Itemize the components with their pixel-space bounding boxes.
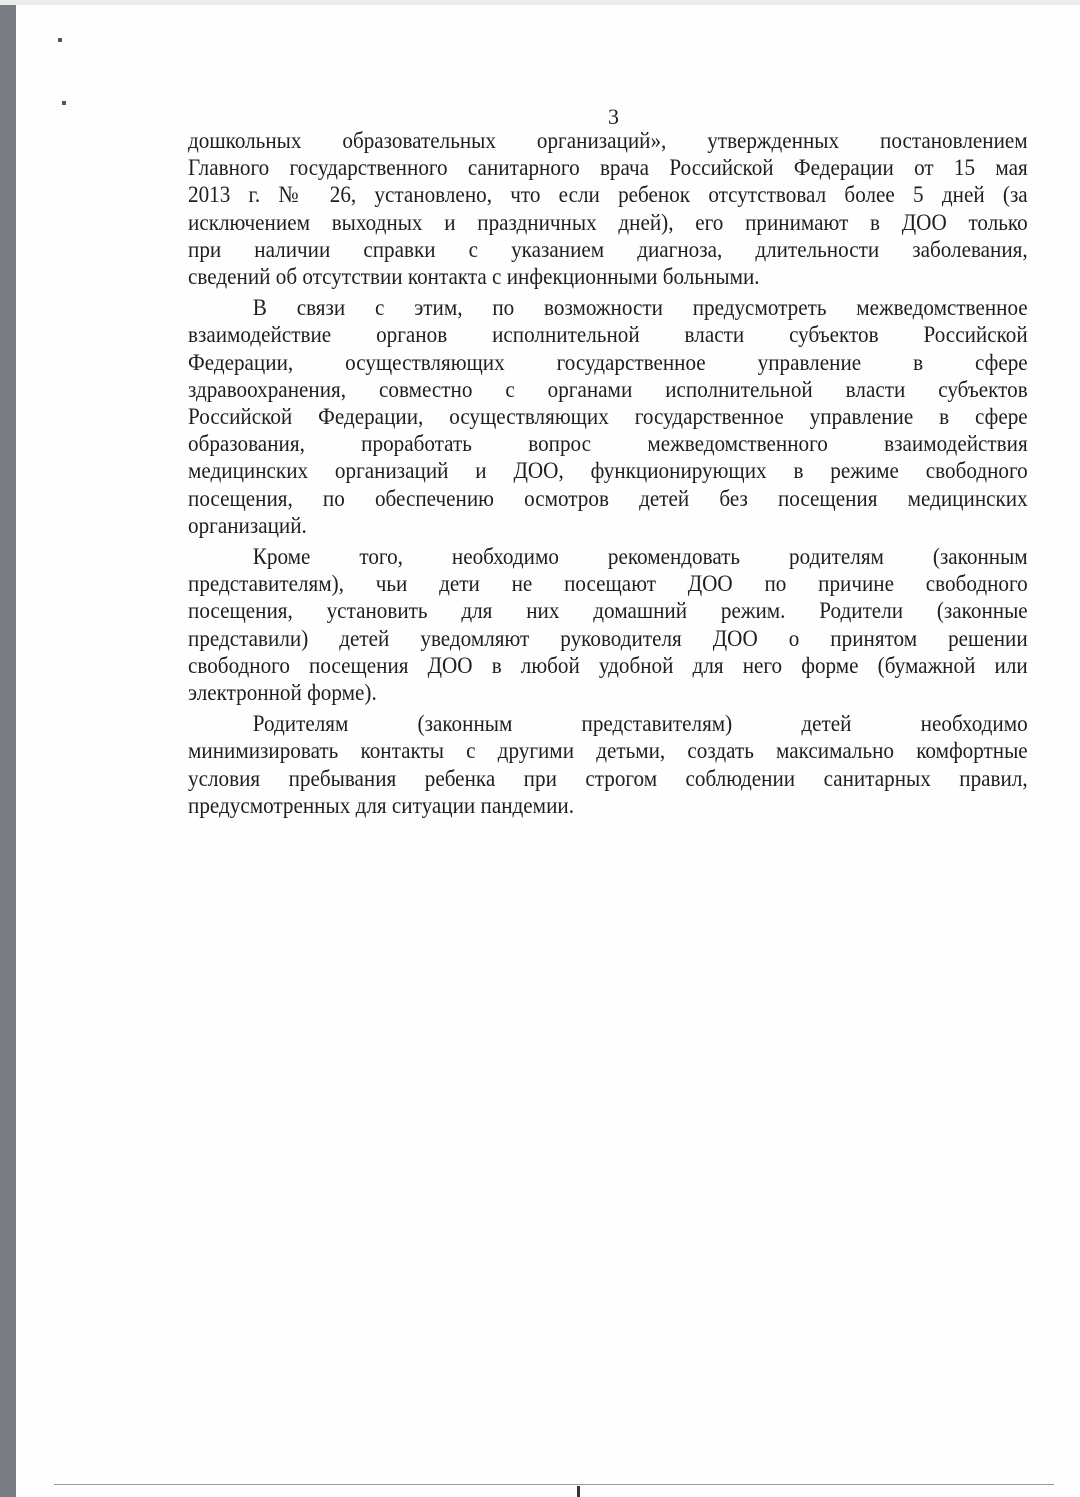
text-line: представили) детей уведомляют руководителя ДОО о принятом решении: [188, 625, 1028, 652]
text-line: Главного государственного санитарного врача Российской Федерации от 15 мая: [188, 155, 1028, 182]
paragraph-2: [188, 295, 1028, 540]
text-line: условия пребывания ребенка при строгом соблюдении санитарных правил,: [188, 765, 1028, 792]
text-line: Федерации, осуществляющих государственное управление в сфере: [188, 349, 1028, 376]
text-line: Родителям (законным представителям) детей необходимо: [252, 711, 1028, 738]
scan-bottom-edge: [54, 1484, 1054, 1485]
page-number: 3: [608, 104, 619, 129]
text-line: В связи с этим, по возможности предусмотреть межведомственное: [252, 295, 1028, 322]
text-line: взаимодействие органов исполнительной власти субъектов Российской: [188, 322, 1028, 349]
paragraph-4: [188, 711, 1028, 820]
text-line: Кроме того, необходимо рекомендовать родителям (законным: [252, 544, 1028, 571]
scan-dot-mark: [58, 38, 62, 42]
paragraph-3: [188, 544, 1028, 707]
text-line: образования, проработать вопрос межведомственного взаимодействия: [188, 431, 1028, 458]
text-line: дошкольных образовательных организаций», утвержденных постановлением: [188, 128, 1028, 154]
text-line: сведений об отсутствии контакта с инфекционными больными.: [188, 264, 760, 291]
text-line: посещения, установить для них домашний режим. Родители (законные: [188, 598, 1028, 625]
text-line: минимизировать контакты с другими детьми, создать максимально комфортные: [188, 738, 1028, 765]
document-body: [188, 128, 1028, 824]
text-line: организаций.: [188, 512, 307, 539]
text-line: предусмотренных для ситуации пандемии.: [188, 792, 574, 819]
text-line: посещения, по обеспечению осмотров детей без посещения медицинских: [188, 485, 1028, 512]
text-line: представителям), чьи дети не посещают ДОО по причине свободного: [188, 571, 1028, 598]
text-line: здравоохранения, совместно с органами исполнительной власти субъектов: [188, 376, 1028, 403]
paragraph-1: [188, 128, 1028, 291]
left-edge-strip: [0, 5, 16, 1497]
text-line: электронной форме).: [188, 680, 377, 707]
text-line: свободного посещения ДОО в любой удобной для него форме (бумажной или: [188, 652, 1028, 679]
text-line: медицинских организаций и ДОО, функционирующих в режиме свободного: [188, 458, 1028, 485]
scan-bottom-mark: [577, 1486, 580, 1497]
text-line: исключением выходных и праздничных дней), его принимают в ДОО только: [188, 209, 1028, 236]
scan-dot-mark: [62, 101, 66, 105]
text-line: Российской Федерации, осуществляющих государственное управление в сфере: [188, 404, 1028, 431]
text-line: при наличии справки с указанием диагноза, длительности заболевания,: [188, 236, 1028, 263]
text-line: 2013 г. № 26, установлено, что если ребенок отсутствовал более 5 дней (за: [188, 182, 1028, 209]
